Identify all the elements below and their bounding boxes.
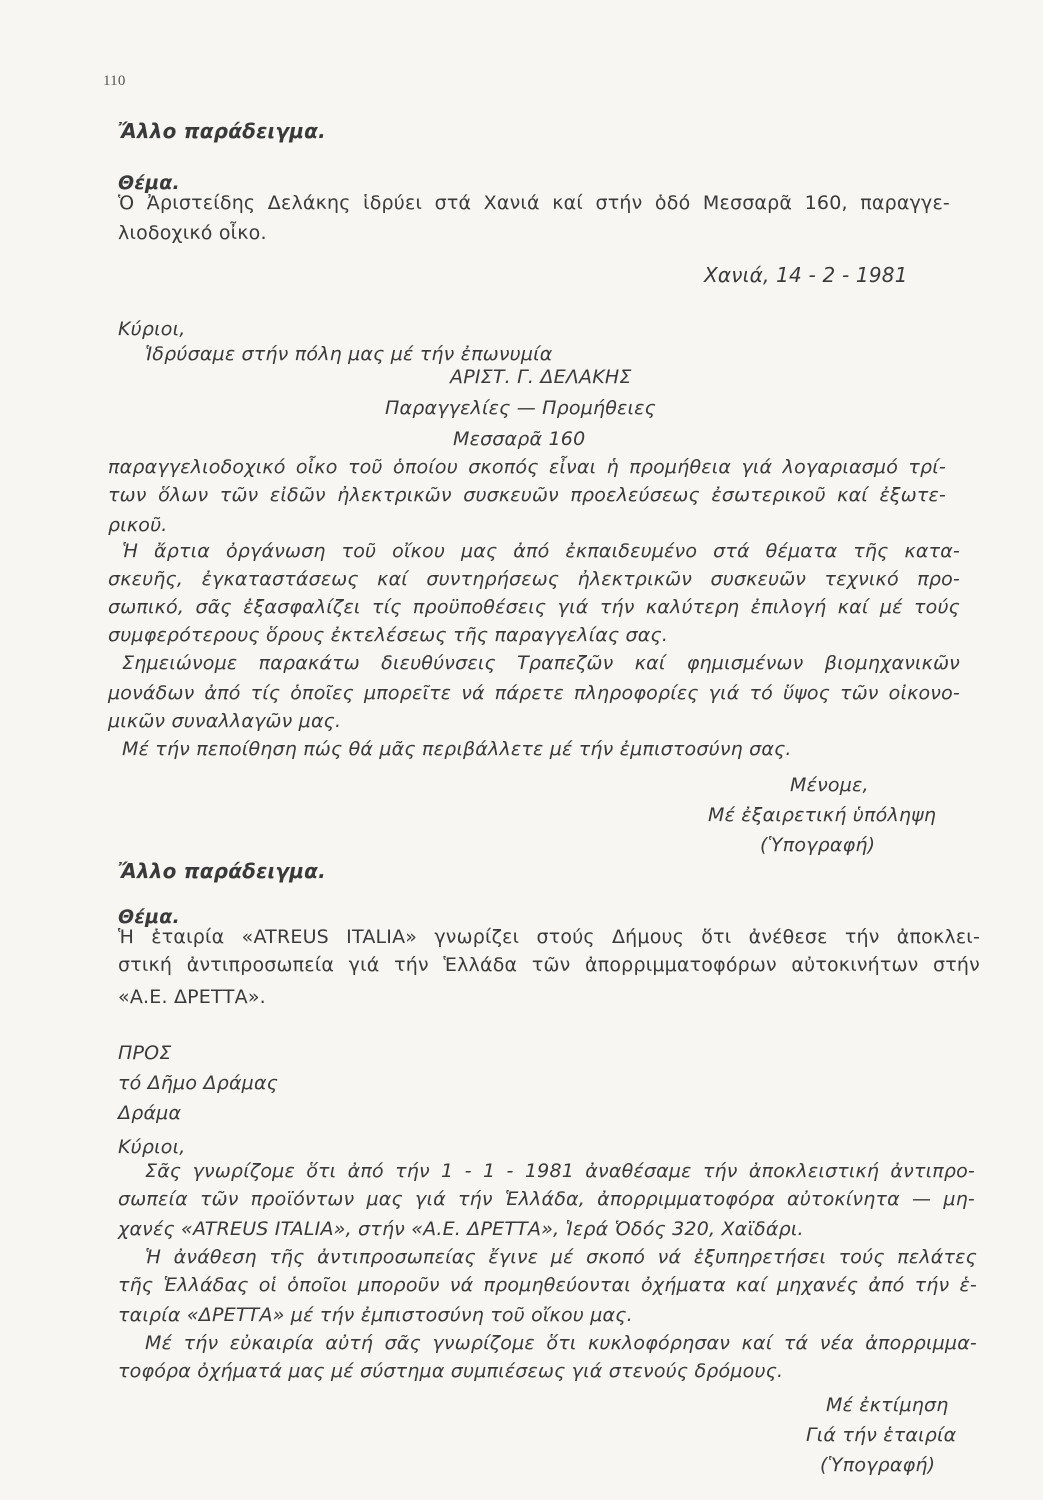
subject-line: στική ἀντιπροσωπεία γιά τήν Ἑλλάδα τῶν ἀπορριμματοφόρων αὐτοκινήτων στήν [118, 954, 980, 976]
signature-placeholder: (Ὑπογραφή) [760, 834, 876, 856]
subject-line: Ὁ Ἀριστείδης Δελάκης ἱδρύει στά Χανιά καί στήν ὁδό Μεσσαρᾶ 160, παραγγε- [118, 192, 950, 214]
body-line: χανές «ATREUS ITALIA», στήν «Α.Ε. ΔΡΕΤΤΑ», Ἱερά Ὁδός 320, Χαϊδάρι. [118, 1218, 804, 1240]
signature-placeholder: (Ὑπογραφή) [820, 1454, 936, 1476]
subject-label: Θέμα. [118, 172, 180, 194]
recipient-line: Δράμα [118, 1102, 182, 1124]
letter-date: Χανιά, 14 - 2 - 1981 [704, 263, 908, 287]
recipient-line: τό Δῆμο Δράμας [118, 1072, 279, 1094]
body-line: μονάδων ἀπό τίς ὁποῖες μπορεῖτε νά πάρετε πληροφορίες γιά τό ὕψος τῶν οἰκονο- [108, 682, 960, 704]
body-line: ρικοῦ. [108, 514, 168, 536]
closing-line: Μένομε, [790, 774, 869, 796]
recipient-line: ΠΡΟΣ [118, 1042, 172, 1064]
company-activity: Παραγγελίες — Προμήθειες [385, 397, 656, 419]
subject-line: Ἡ ἑταιρία «ATREUS ITALIA» γνωρίζει στούς Δήμους ὅτι ἀνέθεσε τήν ἀποκλει- [118, 926, 980, 948]
company-name: ΑΡΙΣΤ. Γ. ΔΕΛΑΚΗΣ [450, 366, 632, 388]
salutation: Κύριοι, [118, 318, 186, 340]
body-line: Μέ τήν εὐκαιρία αὐτή σᾶς γνωρίζομε ὅτι κυκλοφόρησαν καί τά νέα ἀπορριμμα- [145, 1332, 977, 1354]
body-line: συμφερότερους ὅρους ἐκτελέσεως τῆς παραγγελίας σας. [108, 624, 669, 646]
body-line: ταιρία «ΔΡΕΤΤΑ» μέ τήν ἐμπιστοσύνη τοῦ οἴκου μας. [118, 1304, 633, 1326]
subject-line: λιοδοχικό οἶκο. [118, 222, 267, 244]
body-line: μικῶν συναλλαγῶν μας. [108, 710, 342, 732]
letter-intro: Ἱδρύσαμε στήν πόλη μας μέ τήν ἐπωνυμία [145, 343, 553, 365]
closing-line: Μέ ἐξαιρετική ὑπόληψη [708, 804, 937, 826]
body-line: Σημειώνομε παρακάτω διευθύνσεις Τραπεζῶν καί φημισμένων βιομηχανικῶν [122, 652, 960, 674]
body-line: Σᾶς γνωρίζομε ὅτι ἀπό τήν 1 - 1 - 1981 ἀναθέσαμε τήν ἀποκλειστική ἀντιπρο- [145, 1160, 975, 1182]
subject-label: Θέμα. [118, 906, 180, 928]
subject-line: «Α.Ε. ΔΡΕΤΤΑ». [118, 986, 266, 1008]
body-line: Μέ τήν πεποίθηση πώς θά μᾶς περιβάλλετε μέ τήν ἐμπιστοσύνη σας. [122, 738, 792, 760]
example-heading: Ἄλλο παράδειγμα. [118, 119, 326, 143]
body-line: τοφόρα ὀχήματά μας μέ σύστημα συμπιέσεως γιά στενούς δρόμους. [118, 1360, 784, 1382]
salutation: Κύριοι, [118, 1136, 186, 1158]
example-heading: Ἄλλο παράδειγμα. [118, 859, 326, 883]
closing-line: Γιά τήν ἑταιρία [806, 1424, 957, 1446]
body-line: τῆς Ἑλλάδας οἱ ὁποῖοι μποροῦν νά προμηθεύονται ὀχήματα καί μηχανές ἀπό τήν ἑ- [118, 1274, 977, 1296]
body-line: σωπεία τῶν προϊόντων μας γιά τήν Ἑλλάδα, ἀπορριμματοφόρα αὐτοκίνητα — μη- [118, 1188, 975, 1210]
body-line: των ὅλων τῶν εἰδῶν ἠλεκτρικῶν συσκευῶν προελεύσεως ἐσωτερικοῦ καί ἐξωτε- [108, 484, 946, 506]
closing-line: Μέ ἐκτίμηση [826, 1394, 949, 1416]
body-line: σκευῆς, ἐγκαταστάσεως καί συντηρήσεως ἠλεκτρικῶν συσκευῶν τεχνικό προ- [108, 568, 960, 590]
body-line: παραγγελιοδοχικό οἶκο τοῦ ὁποίου σκοπός εἶναι ἡ προμήθεια γιά λογαριασμό τρί- [108, 456, 946, 478]
body-line: σωπικό, σᾶς ἐξασφαλίζει τίς προϋποθέσεις γιά τήν καλύτερη ἐπιλογή καί μέ τούς [108, 596, 960, 618]
body-line: Ἡ ἄρτια ὀργάνωση τοῦ οἴκου μας ἀπό ἐκπαιδευμένο στά θέματα τῆς κατα- [122, 540, 960, 562]
page-number: 110 [103, 73, 126, 89]
body-line: Ἡ ἀνάθεση τῆς ἀντιπροσωπείας ἔγινε μέ σκοπό νά ἐξυπηρετήσει τούς πελάτες [145, 1246, 977, 1268]
company-address: Μεσσαρᾶ 160 [453, 428, 586, 450]
